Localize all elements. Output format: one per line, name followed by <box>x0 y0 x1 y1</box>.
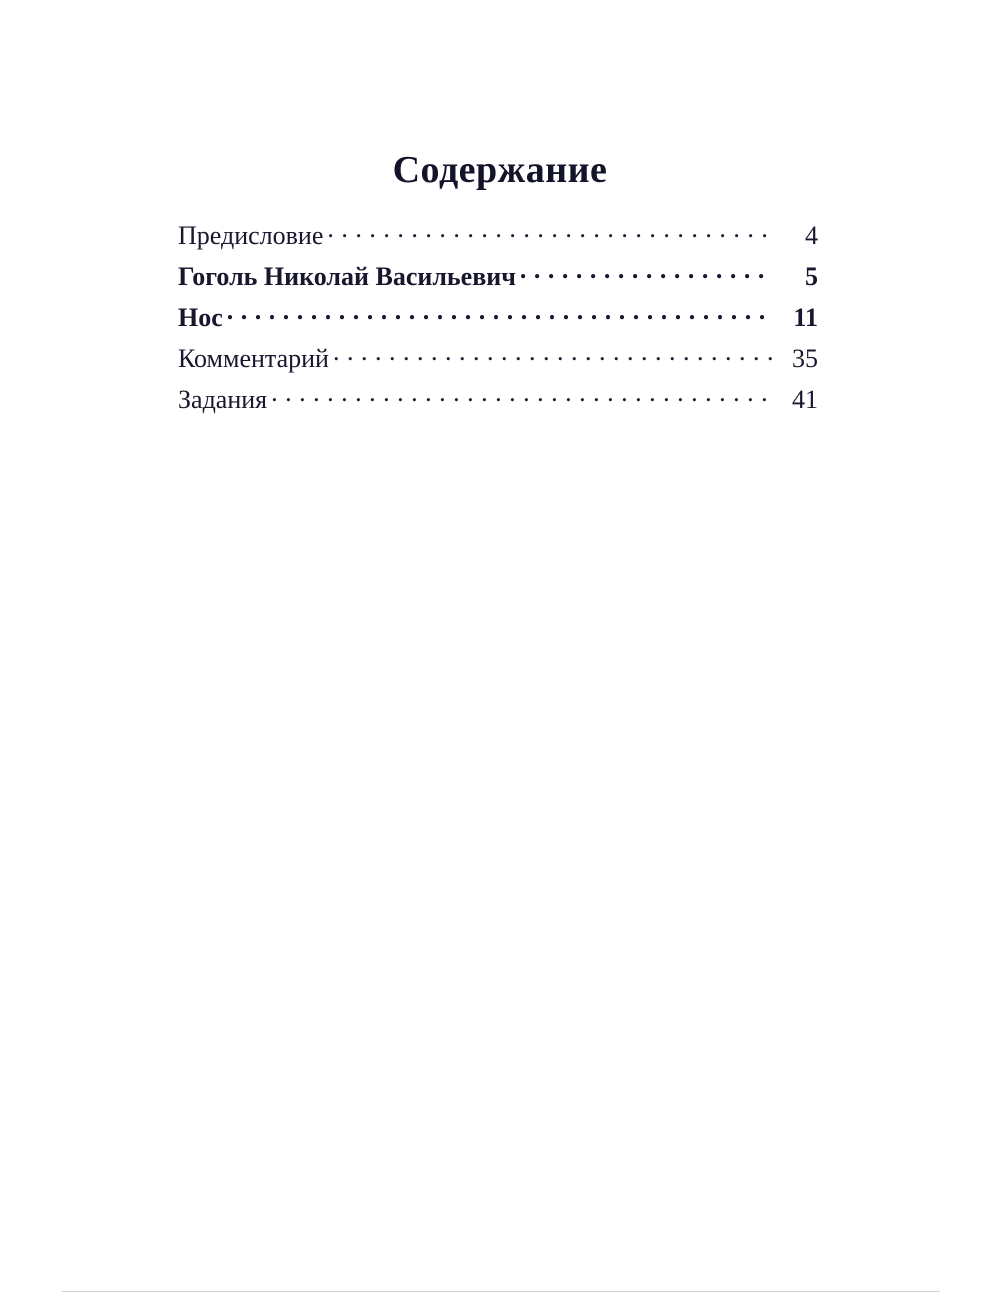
page-footer-divider <box>62 1291 940 1292</box>
toc-entry-page: 35 <box>792 344 818 373</box>
page-title: Содержание <box>392 149 608 191</box>
list-item[interactable] <box>178 300 818 341</box>
table-of-contents <box>178 218 818 423</box>
toc-leader-dots <box>333 341 772 367</box>
toc-leader-dots <box>520 259 772 285</box>
toc-entry-label: Нос <box>178 303 223 332</box>
toc-entry-page: 4 <box>805 221 818 250</box>
toc-entry-label: Предисловие <box>178 221 324 250</box>
toc-entry-label: Комментарий <box>178 344 329 373</box>
list-item[interactable] <box>178 341 818 382</box>
toc-entry-label: Гоголь Николай Васильевич <box>178 262 516 291</box>
toc-leader-dots <box>227 300 772 326</box>
list-item[interactable] <box>178 382 818 423</box>
list-item[interactable] <box>178 259 818 300</box>
list-item[interactable] <box>178 218 818 259</box>
toc-leader-dots <box>327 218 772 244</box>
toc-leader-dots <box>271 382 772 408</box>
toc-entry-page: 5 <box>805 262 818 291</box>
toc-entry-label: Задания <box>178 385 268 414</box>
toc-entry-page: 41 <box>792 385 818 414</box>
toc-entry-page: 11 <box>793 303 818 332</box>
